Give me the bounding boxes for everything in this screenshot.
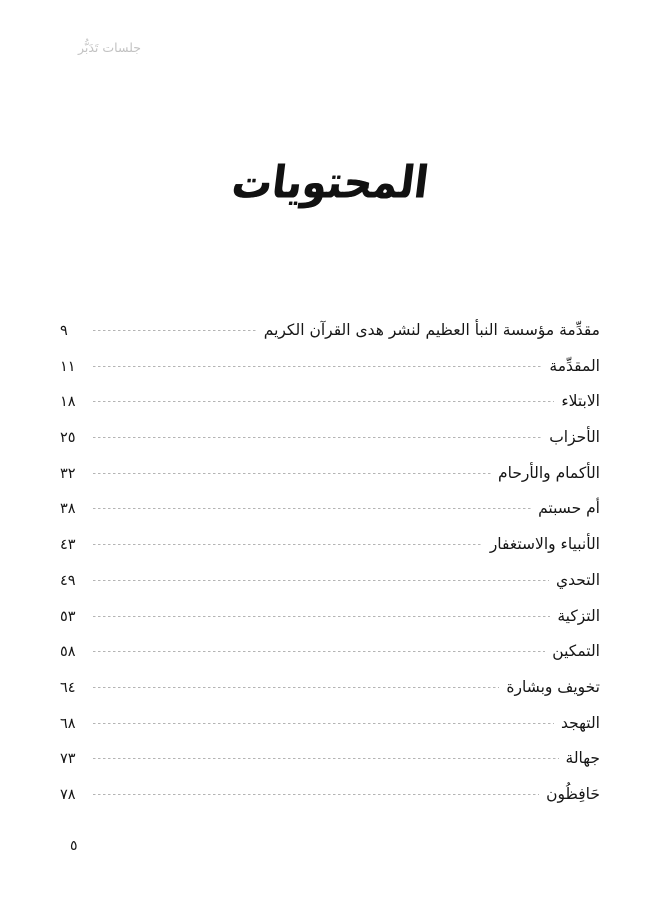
toc-leader-dots [93, 758, 559, 759]
toc-entry-page-number: ٢٥ [60, 430, 76, 447]
toc-entry-page-number: ١٨ [60, 394, 76, 411]
toc-leader-dots [93, 687, 499, 688]
toc-entry-page-number: ٦٨ [60, 715, 76, 732]
toc-entry-title: مقدِّمة مؤسسة النبأ العظيم لنشر هدى القرآن الكريم [263, 321, 600, 339]
toc-entry-page-number: ٦٤ [60, 679, 76, 696]
toc-entry[interactable] [60, 536, 600, 572]
toc-entry-title: تخويف وبشارة [506, 677, 600, 696]
toc-entry[interactable] [60, 679, 600, 715]
toc-entry-title: أم حسبتم [538, 499, 600, 518]
toc-leader-dots [93, 723, 554, 724]
toc-entry[interactable] [60, 322, 600, 358]
toc-entry[interactable] [60, 500, 600, 536]
toc-leader-dots [93, 580, 549, 581]
toc-leader-dots [93, 544, 483, 545]
toc-entry-title: المقدِّمة [549, 356, 600, 375]
toc-entry[interactable] [60, 608, 600, 644]
toc-leader-dots [93, 508, 531, 509]
toc-entry-page-number: ١١ [60, 358, 76, 375]
running-header: جلسات تَدَبُّر [78, 40, 141, 55]
toc-leader-dots [93, 616, 550, 617]
toc-leader-dots [93, 401, 554, 402]
toc-entry[interactable] [60, 715, 600, 751]
page-title-text: المحتويات [228, 157, 432, 209]
toc-leader-dots [93, 437, 542, 438]
toc-entry-page-number: ٧٨ [60, 786, 76, 803]
toc-entry-page-number: ٣٢ [60, 465, 76, 482]
toc-entry-page-number: ٤٣ [60, 537, 76, 554]
toc-leader-dots [93, 366, 542, 367]
page-title [0, 150, 660, 216]
toc-entry-title: التحدي [556, 570, 600, 589]
toc-entry[interactable] [60, 465, 600, 501]
toc-entry-page-number: ٤٩ [60, 572, 76, 589]
toc-leader-dots [93, 794, 539, 795]
toc-entry[interactable] [60, 643, 600, 679]
toc-entry[interactable] [60, 750, 600, 786]
toc-entry[interactable] [60, 786, 600, 822]
toc-leader-dots [93, 330, 257, 331]
toc-entry-page-number: ٣٨ [60, 501, 76, 518]
toc-entry-title: الأنبياء والاستغفار [489, 535, 600, 554]
toc-entry-title: الابتلاء [561, 392, 600, 411]
toc-entry[interactable] [60, 572, 600, 608]
toc-entry-page-number: ٥٣ [60, 608, 76, 625]
toc-entry-title: التمكين [552, 642, 600, 661]
toc-entry-page-number: ٩ [60, 323, 68, 339]
toc-entry-title: جهالة [565, 749, 600, 768]
toc-entry[interactable] [60, 358, 600, 394]
table-of-contents [60, 322, 600, 822]
toc-entry[interactable] [60, 429, 600, 465]
toc-leader-dots [93, 651, 545, 652]
toc-entry-title: الأحزاب [549, 428, 600, 447]
toc-leader-dots [93, 473, 491, 474]
folio-page-number: ٥ [70, 838, 78, 854]
toc-entry-title: التزكية [557, 606, 600, 625]
toc-entry-title: حَافِظُون [546, 784, 600, 803]
toc-entry-title: التهجد [561, 713, 600, 732]
toc-entry-page-number: ٧٣ [60, 751, 76, 768]
toc-entry-page-number: ٥٨ [60, 644, 76, 661]
toc-entry[interactable] [60, 393, 600, 429]
toc-entry-title: الأكمام والأرحام [498, 463, 600, 482]
